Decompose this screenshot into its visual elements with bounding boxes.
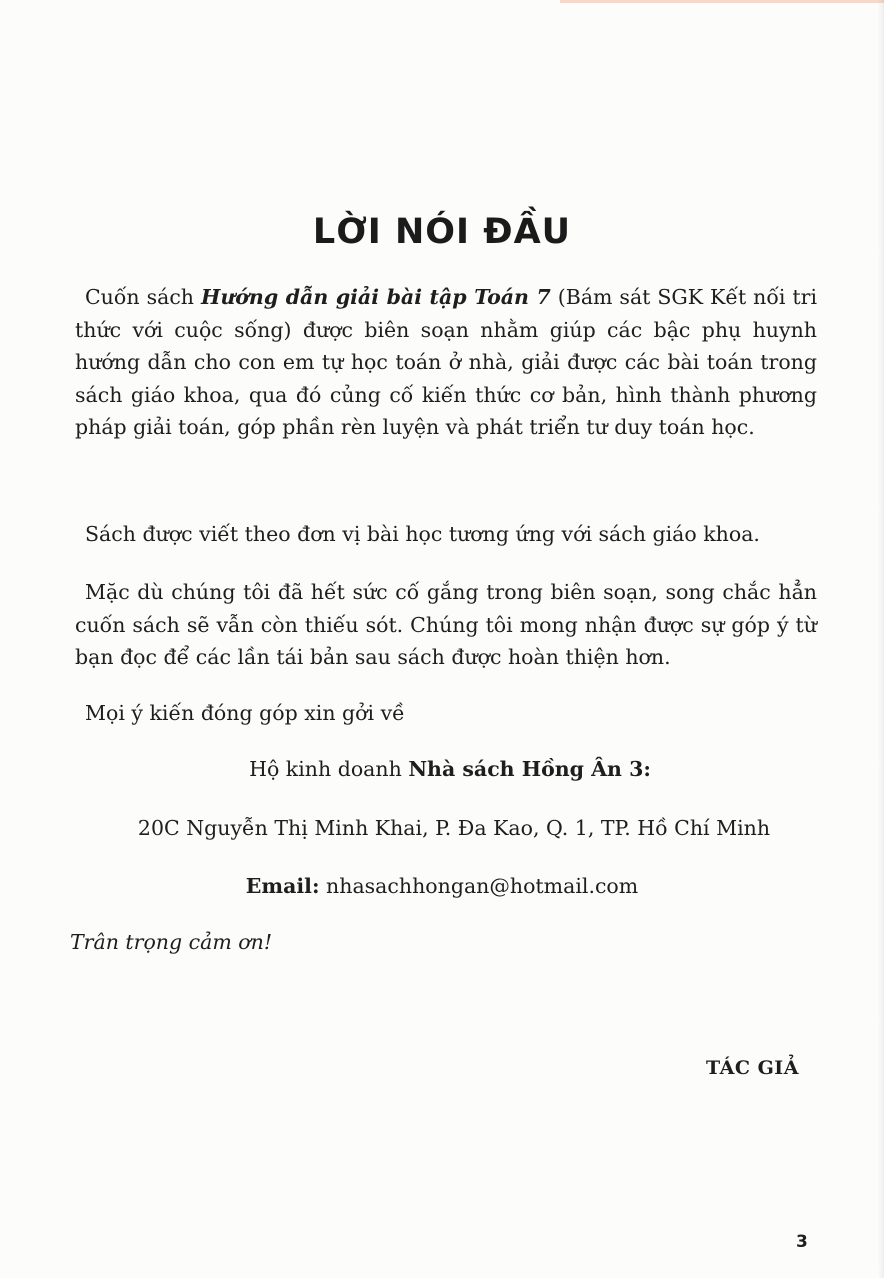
publisher-line xyxy=(8,757,884,781)
intro-paragraph xyxy=(75,281,817,444)
address-line: 20C Nguyễn Thị Minh Khai, P. Đa Kao, Q. 1, TP. Hồ Chí Minh xyxy=(137,816,771,840)
closing-line: Trân trọng cảm ơn! xyxy=(70,930,273,954)
publisher-prefix: Hộ kinh doanh xyxy=(249,757,409,781)
structure-paragraph: Sách được viết theo đơn vị bài học tương ứng với sách giáo khoa. xyxy=(85,522,760,546)
email-label: Email: xyxy=(245,874,320,898)
page-number: 3 xyxy=(796,1232,808,1252)
page-title: LỜI NÓI ĐẦU xyxy=(312,212,572,252)
intro-text-rest: (Bám sát SGK Kết nối tri thức với cuộc sống) được biên soạn nhằm giúp các bậc phụ huynh hướng dẫn cho con em tự học toán ở nhà, giải được các bài toán trong sách giáo khoa, qua đó củng cố kiến thức cơ bản, hình thành phương pháp giải toán, góp phần rèn luyện và phát triển tư duy toán học. xyxy=(75,285,818,439)
intro-text-start: Cuốn sách xyxy=(85,285,201,309)
apology-paragraph: Mặc dù chúng tôi đã hết sức cố gắng trong biên soạn, song chắc hẳn cuốn sách sẽ vẫn còn thiếu sót. Chúng tôi mong nhận được sự góp ý từ bạn đọc để các lần tái bản sau sách được hoàn thiện hơn. xyxy=(75,580,817,669)
feedback-paragraph: Mọi ý kiến đóng góp xin gởi về xyxy=(85,701,405,725)
book-title: Hướng dẫn giải bài tập Toán 7 xyxy=(200,285,551,309)
publisher-name: Nhà sách Hồng Ân 3: xyxy=(408,757,651,781)
email-line xyxy=(0,874,884,898)
author-signature: TÁC GIẢ xyxy=(706,1057,799,1079)
email-address: nhasachhongan@hotmail.com xyxy=(319,874,639,898)
